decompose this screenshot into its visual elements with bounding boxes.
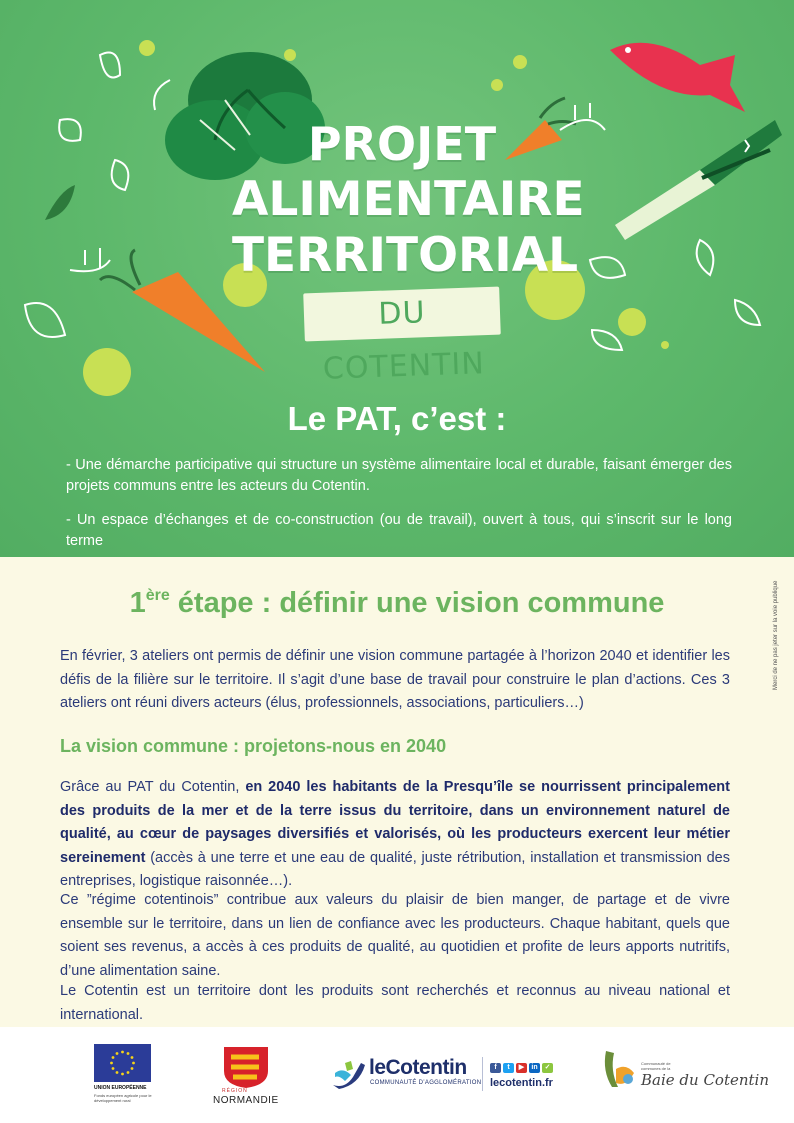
twitter-icon[interactable]: t — [503, 1063, 514, 1073]
baie-small: Communauté de communes de la — [641, 1061, 671, 1071]
title-line-3: TERRITORIAL — [232, 228, 579, 283]
eu-flag-icon — [94, 1044, 151, 1082]
regime-paragraph: Ce ”régime cotentinois” contribue aux valeurs du plaisir de bien manger, de partage et de vivre ensemble sur le territoire, dans un lien de confiance avec les producteurs. Chaque habitant, quels que soient ses revenus, a accès à ces produits de qualité, au quotidien et profite de leurs apports nutritifs, d’une alimentation saine. — [60, 892, 730, 979]
youtube-icon[interactable]: ▶ — [516, 1063, 527, 1073]
title-line-2: ALIMENTAIRE — [232, 172, 585, 227]
footer-logos — [0, 1027, 794, 1123]
vision-rest: (accès à une terre et une eau de qualité, juste rétribution, installation et transmission des entreprises, logistique raisonnée…). — [60, 849, 730, 889]
eu-sub: Fonds européen agricole pour le développement rural — [94, 1093, 152, 1103]
vision-bold: en 2040 les habitants de la Presqu’île se nourrissent principalement des produits de la mer et de la terre issus du territoire, dans un environnement naturel de qualité, au cœur de paysages diversifiés et valorisés, où les producteurs exercent leur métier sereinement — [60, 779, 730, 866]
intro-paragraph: En février, 3 ateliers ont permis de définir une vision commune partagée à l’horizon 2040 et identifier les défis de la filière sur le territoire. Il s’agit d’une base de travail pour construire le plan d’actions. Ces 3 ateliers ont réuni divers acteurs (élus, professionnels, associations, particuliers…) — [60, 648, 730, 711]
linkedin-icon[interactable]: in — [529, 1063, 540, 1073]
baie-du-cotentin-mark-icon — [600, 1047, 640, 1091]
reconnus-paragraph: Le Cotentin est un territoire dont les produits sont recherchés et reconnus au niveau national et international. — [60, 983, 730, 1023]
vision-title: La vision commune : projetons-nous en 2040 — [60, 736, 447, 756]
lecotentin-website[interactable]: lecotentin.fr — [490, 1077, 553, 1089]
facebook-icon[interactable]: f — [490, 1063, 501, 1073]
apple-icon-2 — [83, 348, 131, 396]
normandie-shield-icon — [221, 1045, 271, 1089]
cotentin-badge-label: DU COTENTIN — [322, 295, 486, 387]
baie-name: Baie du Cotentin — [641, 1071, 769, 1089]
main-title — [232, 116, 585, 284]
pat-title: Le PAT, c’est : — [287, 400, 507, 437]
lecotentin-mark-icon — [331, 1059, 367, 1089]
cotentin-badge — [303, 287, 501, 387]
vision-paragraph — [60, 776, 730, 894]
etape-ordinal: ère — [145, 587, 170, 604]
leek-icon — [615, 120, 782, 240]
etape-text: étape : définir une vision commune — [169, 587, 665, 619]
social-icons — [490, 1063, 553, 1073]
hero-banner — [0, 0, 794, 557]
normandie-region: RÉGION — [222, 1088, 248, 1094]
normandie-name: NORMANDIE — [213, 1095, 279, 1106]
app-icon[interactable]: ✓ — [542, 1063, 553, 1073]
pat-item-2: - Un espace d’échanges et de co-construction (ou de travail), ouvert à tous, qui s’inscrit sur le long terme — [66, 512, 732, 549]
pat-item-1: - Une démarche participative qui structure un système alimentaire local et durable, faisant émerger des projets communs entre les acteurs du Cotentin. — [66, 457, 732, 494]
etape-number: 1 — [129, 587, 146, 619]
vision-lead: Grâce au PAT du Cotentin, — [60, 779, 246, 795]
lecotentin-sub: COMMUNAUTÉ D’AGGLOMÉRATION — [370, 1080, 482, 1086]
logo-divider — [482, 1057, 483, 1091]
eu-label: UNION EUROPÉENNE — [94, 1085, 147, 1091]
leaf-icon-filled — [45, 185, 75, 220]
side-note: Merci de ne pas jeter sur la voie publique — [773, 580, 779, 690]
lecotentin-name: leCotentin — [369, 1056, 467, 1079]
title-line-1: PROJET — [307, 117, 497, 171]
fish-icon — [610, 43, 745, 112]
etape-title — [0, 587, 794, 620]
